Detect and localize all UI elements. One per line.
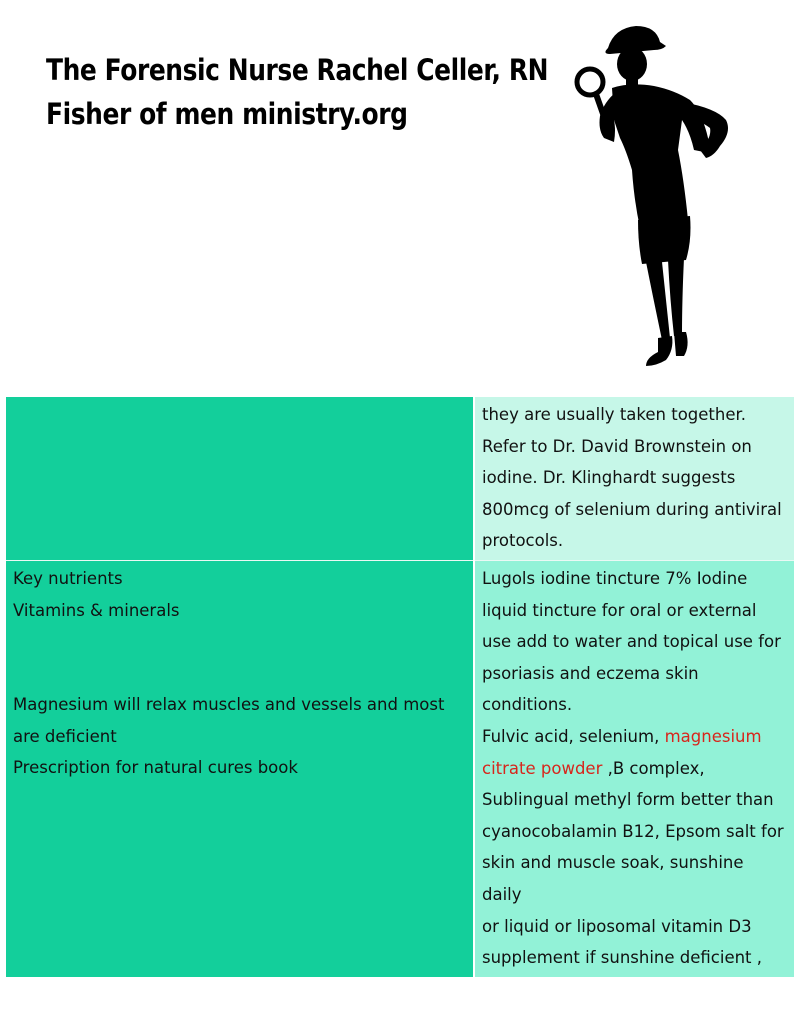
text-line: psoriasis and eczema skin (482, 663, 699, 683)
table-cell-left (6, 397, 474, 560)
magnesium-note-cont: are deficient (13, 726, 117, 746)
header-website: Fisher of men ministry.org (46, 97, 408, 131)
text-line: use add to water and topical use for (482, 632, 781, 652)
text-line (482, 753, 787, 785)
table-cell-right (474, 560, 794, 976)
highlight-text: citrate powder (482, 758, 603, 778)
highlight-text: magnesium (664, 726, 762, 746)
text-segment: Fulvic acid, selenium, (482, 726, 665, 746)
key-nutrients-label: Key nutrients (13, 568, 123, 588)
text-line: iodine. Dr. Klinghardt suggests (482, 468, 736, 488)
text-line: liquid tincture for oral or external (482, 600, 757, 620)
table-cell-right (474, 397, 794, 560)
vitamins-minerals-label: Vitamins & minerals (13, 600, 180, 620)
text-line: conditions. (482, 695, 573, 715)
detective-silhouette-icon (570, 20, 750, 375)
magnesium-note: Magnesium will relax muscles and vessels and most (13, 695, 445, 715)
text-line: Sublingual methyl form better than (482, 790, 774, 810)
table-row (6, 560, 794, 976)
table-cell-left (6, 560, 474, 976)
text-line: 800mcg of selenium during antiviral (482, 499, 782, 519)
text-line: cyanocobalamin B12, Epsom salt for (482, 821, 784, 841)
text-line: supplement if sunshine deficient , (482, 948, 763, 968)
page-header (46, 48, 548, 136)
header-title: The Forensic Nurse Rachel Celler, RN (46, 53, 549, 87)
table-row (6, 397, 794, 560)
text-line: Refer to Dr. David Brownstein on (482, 436, 752, 456)
text-line: Lugols iodine tincture 7% Iodine (482, 568, 748, 588)
text-line: skin and muscle soak, sunshine daily (482, 853, 744, 904)
text-segment: ,B complex, (602, 758, 705, 778)
text-line: they are usually taken together. (482, 405, 746, 424)
text-line: or liquid or liposomal vitamin D3 (482, 916, 752, 936)
text-line (482, 721, 787, 753)
nutrients-table (6, 397, 794, 977)
text-line: protocols. (482, 531, 564, 551)
book-reference: Prescription for natural cures book (13, 758, 298, 778)
